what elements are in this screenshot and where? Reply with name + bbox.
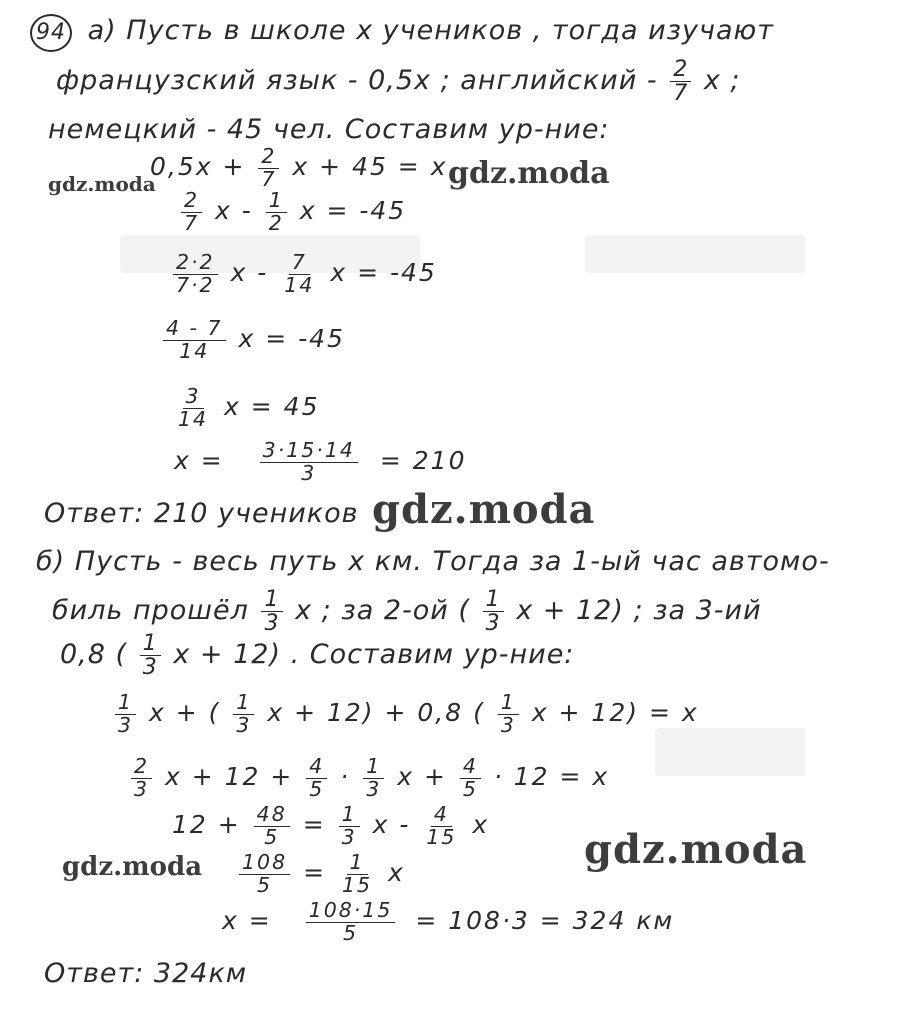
part-a-equation-6: x = $\frac{3\cdot 15\cdot 14}{3}$ = 210 [174, 438, 467, 485]
fraction: $\frac{108}{5}$ [239, 852, 290, 896]
fraction: $\frac{108\cdot 15}{5}$ [306, 900, 396, 944]
part-a-label: а) [87, 15, 117, 46]
fraction: $\frac{4 - 7}{14}$ [163, 318, 226, 362]
part-a-equation-4: $\frac{4 - 7}{14}$ x = -45 [160, 318, 345, 362]
watermark: gdz.moda [448, 156, 610, 191]
fraction: $\frac{1}{3}$ [233, 692, 254, 736]
fraction: $\frac{4}{5}$ [306, 756, 327, 800]
watermark: gdz.moda [584, 826, 808, 873]
faded-mark [585, 235, 805, 273]
fraction: $\frac{1}{3}$ [363, 756, 384, 800]
part-b-label: б) [36, 546, 66, 577]
fraction: $\frac{2}{3}$ [131, 756, 152, 800]
watermark: gdz.moda [48, 172, 156, 196]
part-a-intro-line-3: немецкий - 45 чел. Составим ур-ние: [48, 114, 610, 145]
fraction: $\frac{1}{2}$ [266, 190, 287, 234]
part-b-equation-3: 12 + $\frac{48}{5}$ = $\frac{1}{3}$ x - $\frac{4}{15}$ x [172, 802, 490, 849]
fraction: $\frac{3}{14}$ [178, 384, 209, 431]
fraction: $\frac{7}{14}$ [284, 250, 315, 297]
part-a-equation-1: 0,5x + $\frac{2}{7}$ x + 45 = x [150, 144, 448, 191]
fraction: $\frac{1}{3}$ [498, 692, 519, 736]
fraction: $\frac{1}{3}$ [140, 632, 161, 679]
fraction: $\frac{2}{7}$ [181, 190, 202, 234]
part-a-equation-3: $\frac{2\cdot 2}{7\cdot 2}$ x - $\frac{7}{14}$ x = -45 [170, 252, 437, 296]
watermark: gdz.moda [62, 852, 203, 882]
part-a-equation-5: $\frac{3}{14}$ x = 45 [172, 386, 320, 430]
part-b-equation-4: $\frac{108}{5}$ = $\frac{1}{15}$ x [236, 852, 405, 896]
problem-number: 94 [30, 14, 72, 52]
fraction: $\frac{1}{3}$ [339, 804, 360, 848]
part-b-intro-line-2: биль прошёл $\frac{1}{3}$ x ; за 2-ой ( $\frac{1}{3}$ x + 12) ; за 3-ий [52, 586, 762, 637]
part-b-answer: Ответ: 324км [44, 958, 248, 989]
part-b-equation-1: $\frac{1}{3}$ x + ( $\frac{1}{3}$ x + 12) + 0,8 ( $\frac{1}{3}$ x + 12) = x [112, 692, 699, 736]
fraction: $\frac{1}{3}$ [115, 692, 136, 736]
fraction: $\frac{1}{3}$ [483, 588, 504, 635]
fraction: $\frac{4}{5}$ [460, 756, 481, 800]
part-b-intro-line-3: 0,8 ( $\frac{1}{3}$ x + 12) . Составим ур-ние: [60, 630, 575, 681]
fraction: $\frac{1}{15}$ [342, 850, 373, 897]
part-b-equation-5: x = $\frac{108\cdot 15}{5}$ = 108·3 = 324 км [222, 898, 675, 945]
part-a-answer: Ответ: 210 учеников [44, 498, 359, 529]
watermark: gdz.moda [372, 486, 596, 533]
fraction: $\frac{48}{5}$ [254, 804, 290, 848]
fraction: $\frac{2}{7}$ [670, 58, 691, 105]
fraction: $\frac{2}{7}$ [258, 146, 279, 190]
fraction: $\frac{3\cdot 15\cdot 14}{3}$ [260, 440, 358, 484]
part-a-equation-2: $\frac{2}{7}$ x - $\frac{1}{2}$ x = -45 [178, 190, 406, 234]
part-a-intro-line-2: французский язык - 0,5x ; английский - $\frac{2}{7}$ x ; [56, 56, 741, 107]
part-a-intro-line-1: 94 а) Пусть в школе x учеников , тогда изучают [30, 14, 774, 52]
part-b-equation-2: $\frac{2}{3}$ x + 12 + $\frac{4}{5}$ · $\frac{1}{3}$ x + $\frac{4}{5}$ · 12 = x [128, 756, 609, 800]
fraction: $\frac{1}{3}$ [261, 588, 282, 635]
fraction: $\frac{4}{15}$ [426, 802, 457, 849]
part-b-intro-line-1: б) Пусть - весь путь x км. Тогда за 1-ый час автомо- [36, 546, 830, 577]
fraction: $\frac{2\cdot 2}{7\cdot 2}$ [173, 252, 218, 296]
